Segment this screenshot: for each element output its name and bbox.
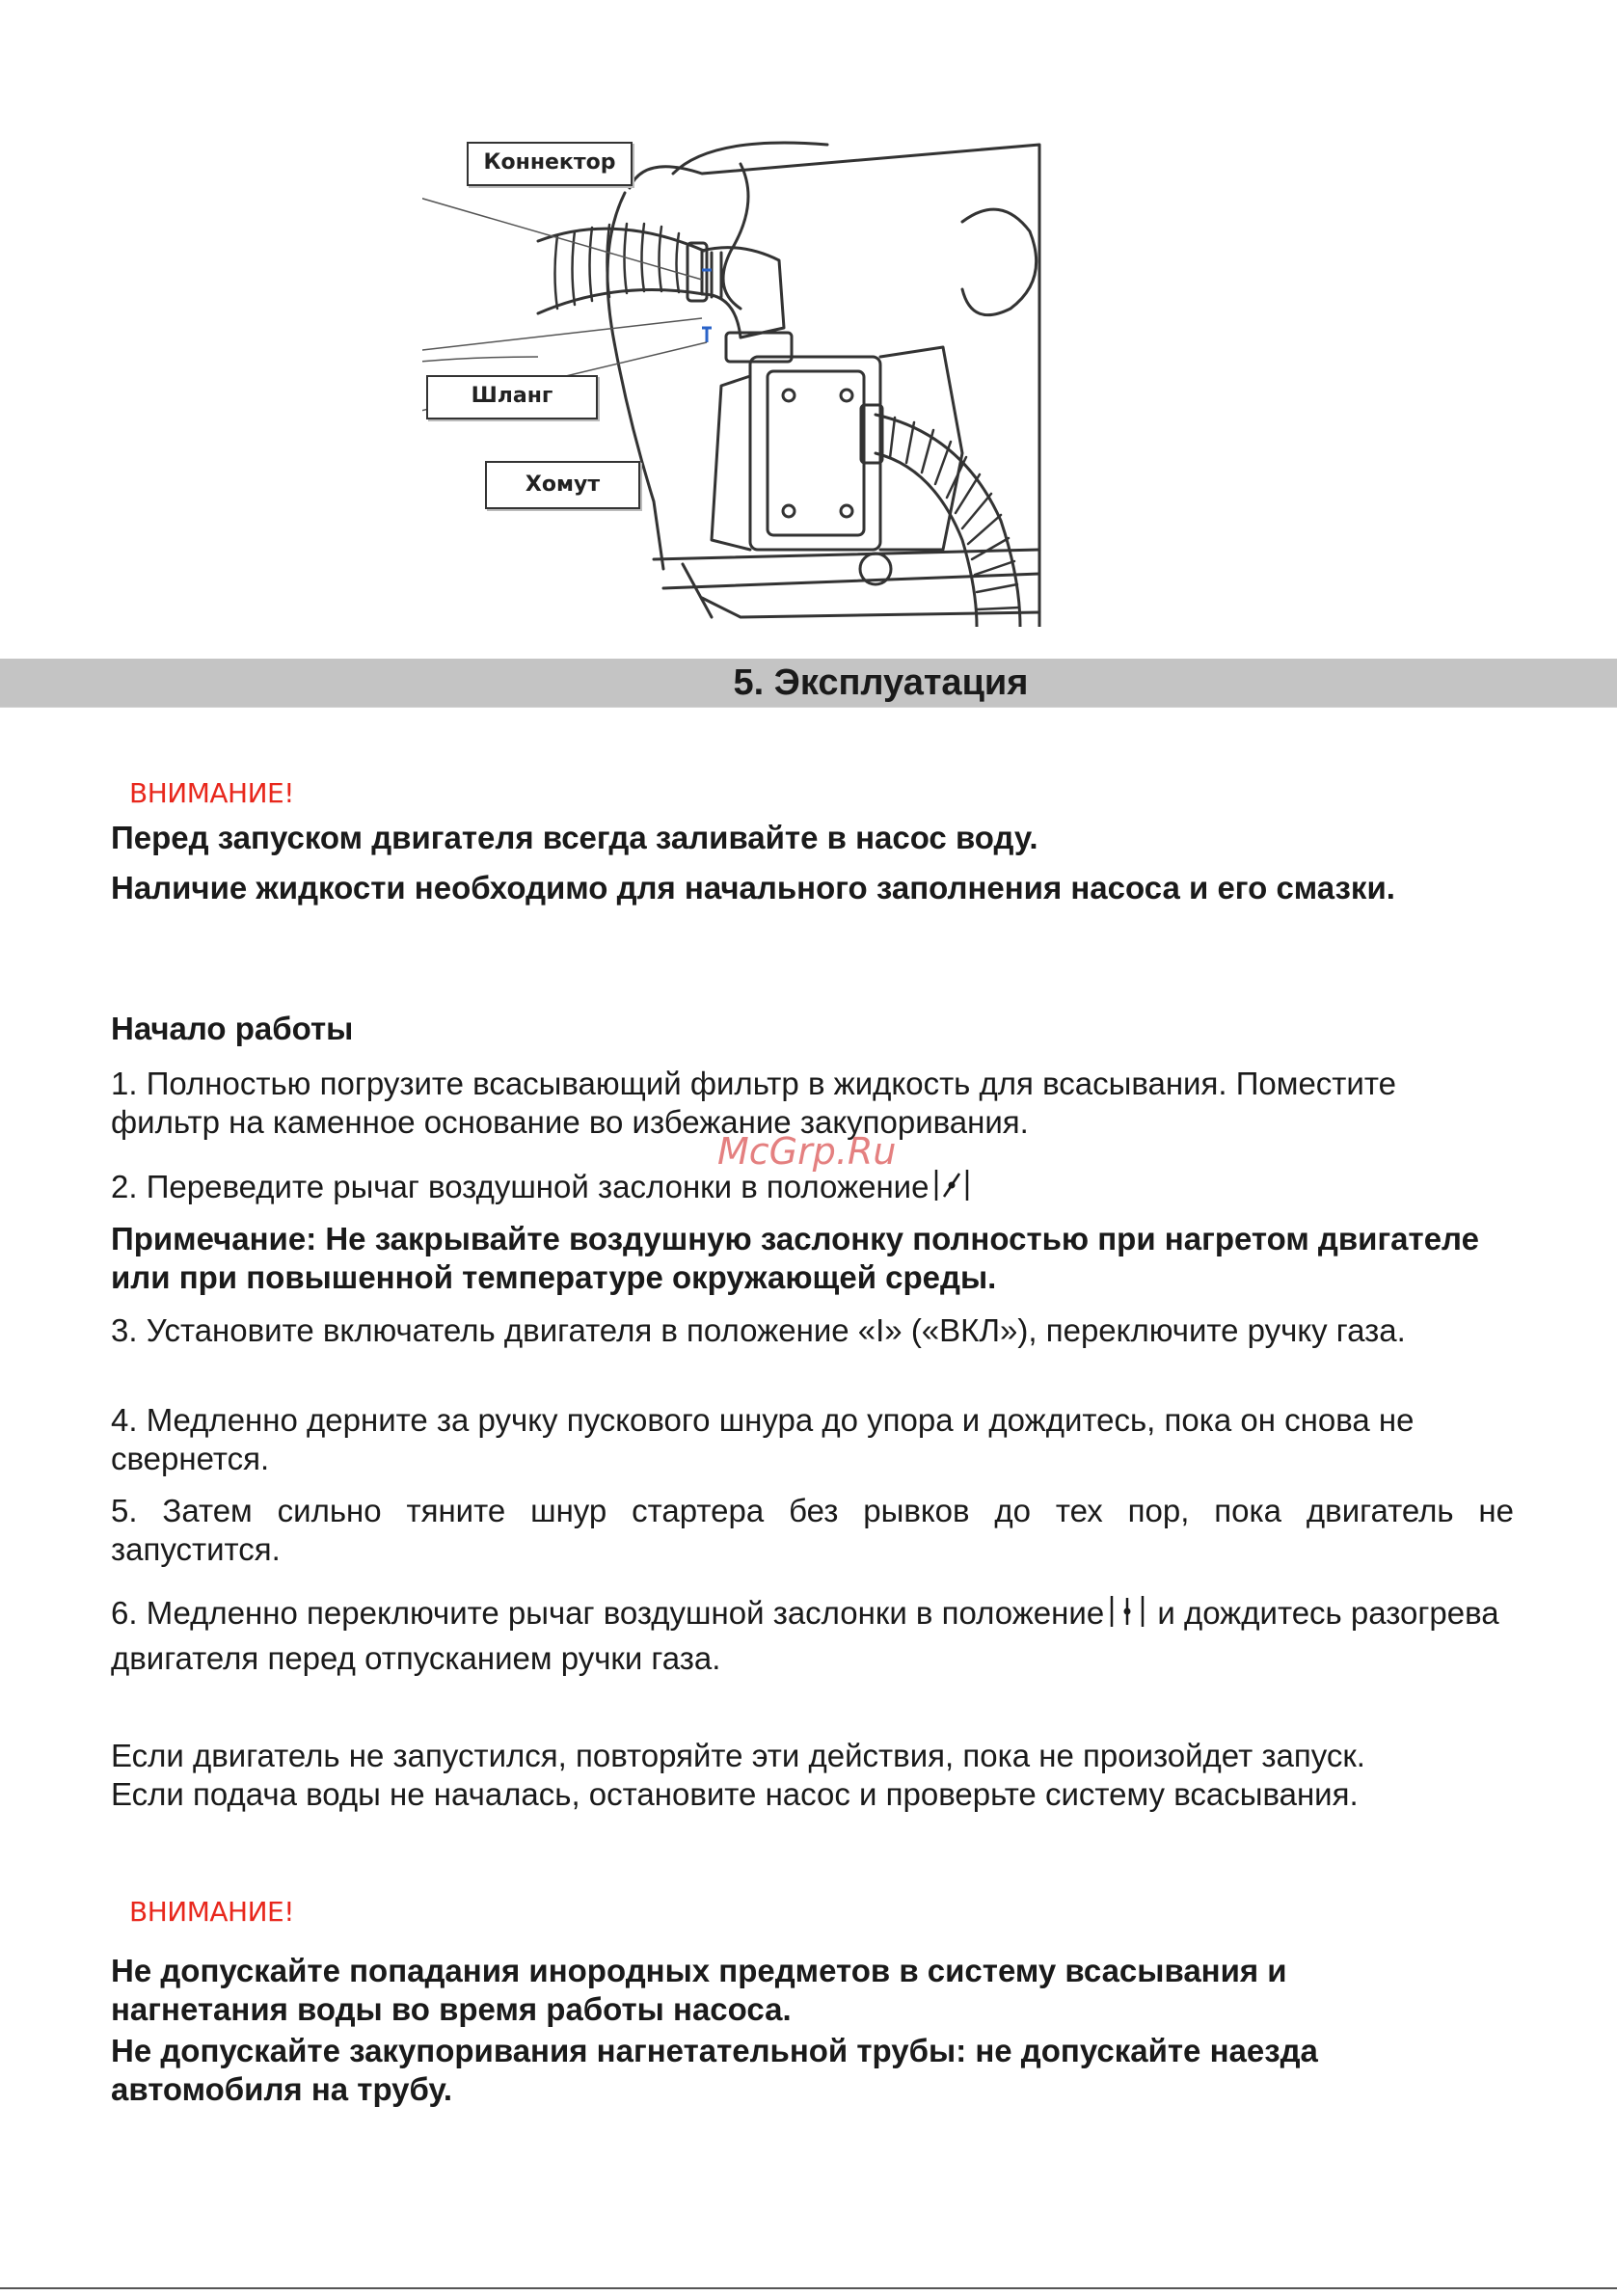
warning-1-line-2: Наличие жидкости необходимо для начального заполнения насоса и его смазки. (111, 870, 1395, 905)
warning-title-2: ВНИМАНИЕ! (129, 1896, 294, 1928)
step-4: 4. Медленно дерните за ручку пускового шнура до упора и дождитесь, пока он снова не свернется. (111, 1402, 1415, 1476)
section-title: 5. Эксплуатация (733, 662, 1029, 703)
start-heading: Начало работы (111, 1011, 354, 1046)
warning-2-line-2: Не допускайте закупоривания нагнетательной трубы: не допускайте наезда автомобиля на трубу. (111, 2033, 1318, 2107)
warning-title-1: ВНИМАНИЕ! (129, 777, 294, 809)
step-3: 3. Установите включатель двигателя в положение «I» («ВКЛ»), переключите ручку газа. (111, 1312, 1406, 1348)
watermark: McGrp.Ru (717, 1130, 897, 1173)
note: Примечание: Не закрывайте воздушную заслонку полностью при нагретом двигателе или при повышенной температуре окружающей среды. (111, 1221, 1479, 1295)
hose-callout: Шланг (426, 375, 598, 419)
step-6-text-after: и дождитесь разогрева двигателя перед отпусканием ручки газа. (111, 1595, 1499, 1676)
choke-closed-icon (930, 1166, 973, 1213)
bottom-rule (0, 2287, 1617, 2289)
connector-callout: Коннектор (467, 142, 633, 186)
warning-2-line-1: Не допускайте попадания инородных предметов в систему всасывания и нагнетания воды во время работы насоса. (111, 1953, 1287, 2027)
step-2 (111, 1166, 1519, 1213)
retry-line-1: Если двигатель не запустился, повторяйте эти действия, пока не произойдет запуск. (111, 1738, 1365, 1773)
step-5 (111, 1492, 1514, 1569)
clamp-callout: Хомут (485, 461, 640, 509)
retry-line-2: Если подача воды не началась, остановите насос и проверьте систему всасывания. (111, 1776, 1359, 1812)
warning-1-line-1: Перед запуском двигателя всегда заливайте в насос воду. (111, 820, 1038, 855)
step-5-text: 5. Затем сильно тяните шнур стартера без рывков до тех пор, пока двигатель не запустится. (111, 1493, 1514, 1567)
step-1: 1. Полностью погрузите всасывающий фильтр в жидкость для всасывания. Поместите фильтр на каменное основание во избежание закупоривания. (111, 1066, 1396, 1140)
section-header (0, 659, 1617, 708)
step-2-text: 2. Переведите рычаг воздушной заслонки в положение (111, 1169, 930, 1204)
choke-open-icon (1106, 1592, 1148, 1639)
step-6-text-before: 6. Медленно переключите рычаг воздушной заслонки в положение (111, 1595, 1105, 1631)
step-6 (111, 1592, 1519, 1678)
